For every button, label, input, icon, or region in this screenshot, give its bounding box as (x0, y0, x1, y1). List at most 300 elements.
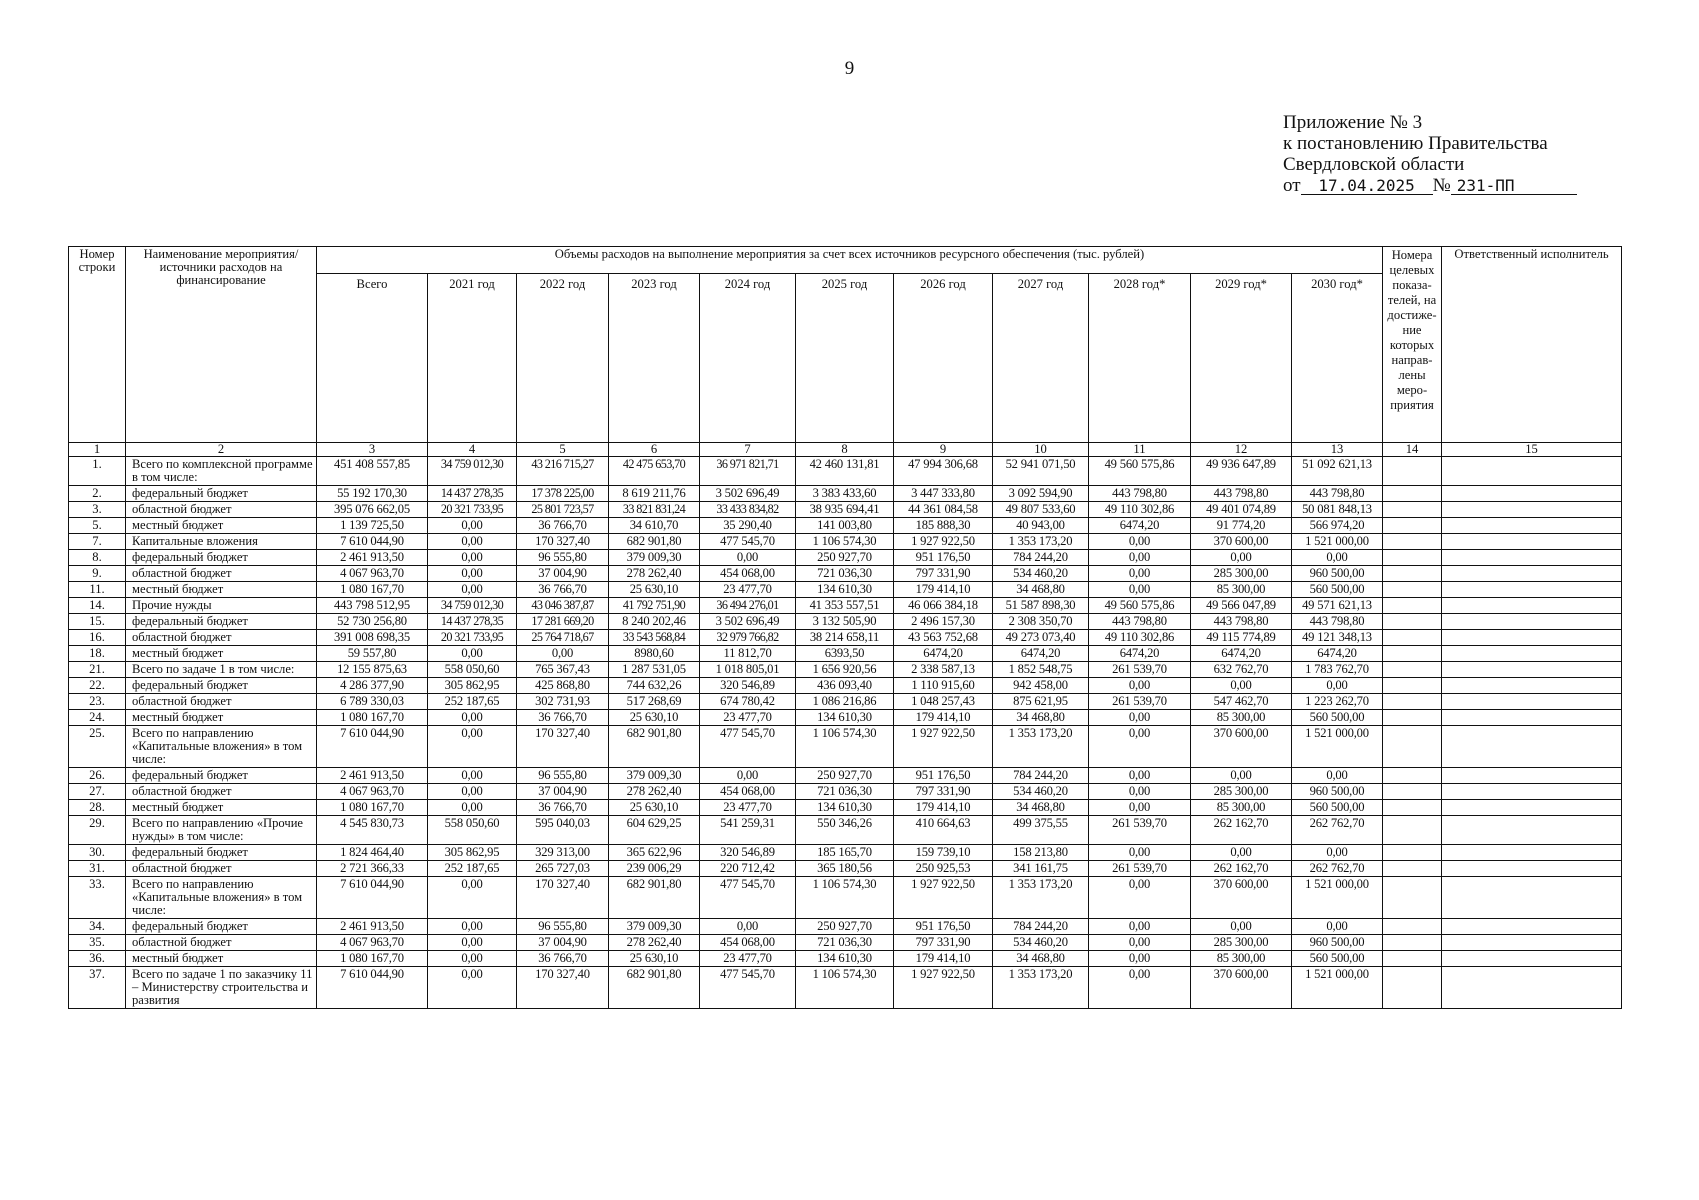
row-value: 49 560 575,86 (1089, 457, 1191, 486)
row-value: 560 500,00 (1292, 951, 1383, 967)
row-responsible (1442, 630, 1622, 646)
row-targets (1383, 784, 1442, 800)
row-value: 34 610,70 (609, 518, 700, 534)
table-row (69, 861, 1622, 877)
row-name: Прочие нужды (126, 598, 317, 614)
table-row (69, 694, 1622, 710)
row-value: 261 539,70 (1089, 861, 1191, 877)
row-value: 560 500,00 (1292, 582, 1383, 598)
row-value: 1 783 762,70 (1292, 662, 1383, 678)
row-value: 0,00 (428, 726, 517, 768)
row-responsible (1442, 662, 1622, 678)
row-value: 0,00 (1191, 768, 1292, 784)
row-value: 499 375,55 (993, 816, 1089, 845)
row-value: 534 460,20 (993, 566, 1089, 582)
row-value: 0,00 (1089, 919, 1191, 935)
row-targets (1383, 646, 1442, 662)
row-value: 682 901,80 (609, 877, 700, 919)
row-value: 477 545,70 (700, 534, 796, 550)
header-row-number: Номер строки (69, 247, 126, 443)
row-value: 365 622,96 (609, 845, 700, 861)
row-value: 262 762,70 (1292, 861, 1383, 877)
row-targets (1383, 678, 1442, 694)
table-row (69, 598, 1622, 614)
row-value: 541 259,31 (700, 816, 796, 845)
row-number: 3. (69, 502, 126, 518)
row-value: 7 610 044,90 (317, 877, 428, 919)
row-value: 370 600,00 (1191, 967, 1292, 1009)
row-number: 1. (69, 457, 126, 486)
row-value: 370 600,00 (1191, 726, 1292, 768)
row-value: 0,00 (1292, 845, 1383, 861)
row-value: 2 461 913,50 (317, 550, 428, 566)
row-value: 1 521 000,00 (1292, 877, 1383, 919)
row-value: 560 500,00 (1292, 800, 1383, 816)
row-value: 25 630,10 (609, 710, 700, 726)
row-name: местный бюджет (126, 951, 317, 967)
row-value: 721 036,30 (796, 784, 894, 800)
row-value: 34 468,80 (993, 710, 1089, 726)
row-name: областной бюджет (126, 784, 317, 800)
row-value: 278 262,40 (609, 784, 700, 800)
row-name: Всего по направлению «Капитальные вложения» в том числе: (126, 877, 317, 919)
row-value: 0,00 (1089, 845, 1191, 861)
row-value: 784 244,20 (993, 768, 1089, 784)
row-responsible (1442, 710, 1622, 726)
row-value: 134 610,30 (796, 951, 894, 967)
row-value: 1 139 725,50 (317, 518, 428, 534)
row-responsible (1442, 678, 1622, 694)
row-number: 24. (69, 710, 126, 726)
table-row (69, 518, 1622, 534)
row-targets (1383, 726, 1442, 768)
row-value: 91 774,20 (1191, 518, 1292, 534)
row-name: местный бюджет (126, 800, 317, 816)
row-value: 20 321 733,95 (428, 630, 517, 646)
row-value: 85 300,00 (1191, 710, 1292, 726)
row-value: 0,00 (428, 877, 517, 919)
row-value: 0,00 (1089, 784, 1191, 800)
row-value: 6474,20 (1089, 646, 1191, 662)
row-value: 8 240 202,46 (609, 614, 700, 630)
header-column-index: 1 (69, 443, 126, 457)
table-row (69, 726, 1622, 768)
header-year: 2028 год* (1089, 274, 1191, 443)
row-value: 942 458,00 (993, 678, 1089, 694)
row-value: 170 327,40 (517, 726, 609, 768)
row-value: 41 353 557,51 (796, 598, 894, 614)
row-value: 1 521 000,00 (1292, 534, 1383, 550)
row-value: 1 287 531,05 (609, 662, 700, 678)
row-value: 550 346,26 (796, 816, 894, 845)
row-value: 395 076 662,05 (317, 502, 428, 518)
header-year: 2022 год (517, 274, 609, 443)
row-value: 262 762,70 (1292, 816, 1383, 845)
row-value: 370 600,00 (1191, 534, 1292, 550)
row-value: 534 460,20 (993, 784, 1089, 800)
row-value: 185 888,30 (894, 518, 993, 534)
row-responsible (1442, 598, 1622, 614)
row-value: 784 244,20 (993, 550, 1089, 566)
row-value: 49 566 047,89 (1191, 598, 1292, 614)
row-value: 391 008 698,35 (317, 630, 428, 646)
row-value: 4 067 963,70 (317, 784, 428, 800)
row-value: 285 300,00 (1191, 935, 1292, 951)
row-value: 0,00 (1292, 678, 1383, 694)
row-name: областной бюджет (126, 694, 317, 710)
table-row (69, 967, 1622, 1009)
row-value: 278 262,40 (609, 566, 700, 582)
row-value: 875 621,95 (993, 694, 1089, 710)
row-value: 379 009,30 (609, 768, 700, 784)
row-value: 2 721 366,33 (317, 861, 428, 877)
row-responsible (1442, 967, 1622, 1009)
row-responsible (1442, 614, 1622, 630)
row-name: местный бюджет (126, 518, 317, 534)
row-name: Всего по задаче 1 в том числе: (126, 662, 317, 678)
row-value: 25 801 723,57 (517, 502, 609, 518)
row-value: 0,00 (428, 710, 517, 726)
header-responsible: Ответственный исполнитель (1442, 247, 1622, 443)
row-value: 3 132 505,90 (796, 614, 894, 630)
header-column-index: 9 (894, 443, 993, 457)
row-responsible (1442, 845, 1622, 861)
row-value: 49 936 647,89 (1191, 457, 1292, 486)
row-value: 0,00 (428, 967, 517, 1009)
row-number: 22. (69, 678, 126, 694)
table-row (69, 768, 1622, 784)
row-value: 1 048 257,43 (894, 694, 993, 710)
row-value: 250 927,70 (796, 919, 894, 935)
row-value: 285 300,00 (1191, 784, 1292, 800)
decree-number: 231-ПП (1451, 178, 1577, 195)
row-value: 454 068,00 (700, 566, 796, 582)
row-value: 477 545,70 (700, 877, 796, 919)
row-value: 0,00 (428, 951, 517, 967)
header-row-index (69, 443, 1622, 457)
row-value: 0,00 (1292, 919, 1383, 935)
appendix-date-line (1283, 175, 1577, 196)
row-name: областной бюджет (126, 861, 317, 877)
row-value: 170 327,40 (517, 967, 609, 1009)
row-value: 96 555,80 (517, 919, 609, 935)
row-name: Всего по направлению «Прочие нужды» в том числе: (126, 816, 317, 845)
row-value: 2 461 913,50 (317, 768, 428, 784)
row-value: 960 500,00 (1292, 566, 1383, 582)
row-value: 134 610,30 (796, 710, 894, 726)
row-value: 1 223 262,70 (1292, 694, 1383, 710)
page-number: 9 (844, 58, 855, 79)
header-column-index: 14 (1383, 443, 1442, 457)
row-value: 4 545 830,73 (317, 816, 428, 845)
row-value: 674 780,42 (700, 694, 796, 710)
row-value: 305 862,95 (428, 845, 517, 861)
row-value: 1 106 574,30 (796, 534, 894, 550)
row-value: 33 543 568,84 (609, 630, 700, 646)
row-value: 34 468,80 (993, 582, 1089, 598)
row-value: 797 331,90 (894, 784, 993, 800)
row-value: 49 807 533,60 (993, 502, 1089, 518)
row-value: 0,00 (1191, 678, 1292, 694)
row-number: 16. (69, 630, 126, 646)
row-value: 443 798,80 (1292, 486, 1383, 502)
row-value: 252 187,65 (428, 694, 517, 710)
row-value: 36 766,70 (517, 710, 609, 726)
table-body (69, 457, 1622, 1009)
row-value: 1 080 167,70 (317, 582, 428, 598)
row-value: 0,00 (1292, 550, 1383, 566)
header-column-index: 15 (1442, 443, 1622, 457)
row-value: 159 739,10 (894, 845, 993, 861)
row-value: 3 502 696,49 (700, 486, 796, 502)
table-row (69, 935, 1622, 951)
row-value: 134 610,30 (796, 800, 894, 816)
row-value: 185 165,70 (796, 845, 894, 861)
row-responsible (1442, 566, 1622, 582)
header-row-main (69, 247, 1622, 274)
row-value: 49 115 774,89 (1191, 630, 1292, 646)
row-value: 7 610 044,90 (317, 534, 428, 550)
row-value: 1 080 167,70 (317, 951, 428, 967)
row-value: 44 361 084,58 (894, 502, 993, 518)
appendix-region: Свердловской области (1283, 154, 1465, 175)
row-value: 7 610 044,90 (317, 967, 428, 1009)
row-value: 0,00 (1089, 768, 1191, 784)
row-value: 0,00 (1089, 951, 1191, 967)
row-value: 1 353 173,20 (993, 877, 1089, 919)
row-name: областной бюджет (126, 566, 317, 582)
row-targets (1383, 598, 1442, 614)
header-year: 2026 год (894, 274, 993, 443)
table-row (69, 951, 1622, 967)
row-value: 25 630,10 (609, 800, 700, 816)
row-value: 1 521 000,00 (1292, 726, 1383, 768)
row-value: 261 539,70 (1089, 662, 1191, 678)
table-row (69, 457, 1622, 486)
row-value: 1 106 574,30 (796, 726, 894, 768)
row-number: 36. (69, 951, 126, 967)
row-value: 566 974,20 (1292, 518, 1383, 534)
row-value: 960 500,00 (1292, 784, 1383, 800)
row-value: 951 176,50 (894, 919, 993, 935)
table-row (69, 550, 1622, 566)
row-value: 0,00 (428, 784, 517, 800)
row-number: 28. (69, 800, 126, 816)
row-value: 425 868,80 (517, 678, 609, 694)
row-number: 27. (69, 784, 126, 800)
row-number: 2. (69, 486, 126, 502)
row-value: 23 477,70 (700, 582, 796, 598)
row-value: 2 308 350,70 (993, 614, 1089, 630)
row-value: 239 006,29 (609, 861, 700, 877)
row-value: 36 766,70 (517, 800, 609, 816)
row-number: 34. (69, 919, 126, 935)
row-value: 2 338 587,13 (894, 662, 993, 678)
row-value: 2 461 913,50 (317, 919, 428, 935)
row-value: 179 414,10 (894, 582, 993, 598)
row-value: 220 712,42 (700, 861, 796, 877)
row-value: 36 494 276,01 (700, 598, 796, 614)
header-year: 2023 год (609, 274, 700, 443)
appendix-title: Приложение № 3 (1283, 112, 1423, 133)
row-value: 85 300,00 (1191, 582, 1292, 598)
row-value: 4 286 377,90 (317, 678, 428, 694)
row-value: 179 414,10 (894, 710, 993, 726)
row-value: 34 759 012,30 (428, 457, 517, 486)
row-value: 0,00 (1191, 550, 1292, 566)
date-prefix: от (1283, 175, 1301, 196)
row-value: 443 798,80 (1089, 486, 1191, 502)
row-number: 15. (69, 614, 126, 630)
row-value: 558 050,60 (428, 662, 517, 678)
row-targets (1383, 630, 1442, 646)
row-targets (1383, 457, 1442, 486)
header-year: 2024 год (700, 274, 796, 443)
table-row (69, 800, 1622, 816)
row-value: 23 477,70 (700, 951, 796, 967)
number-prefix: № (1432, 175, 1451, 196)
row-value: 6474,20 (894, 646, 993, 662)
row-value: 0,00 (428, 582, 517, 598)
row-value: 0,00 (1089, 710, 1191, 726)
row-name: федеральный бюджет (126, 919, 317, 935)
row-value: 0,00 (428, 518, 517, 534)
row-value: 517 268,69 (609, 694, 700, 710)
row-value: 17 378 225,00 (517, 486, 609, 502)
row-targets (1383, 800, 1442, 816)
row-responsible (1442, 800, 1622, 816)
row-value: 6474,20 (1292, 646, 1383, 662)
header-year: 2025 год (796, 274, 894, 443)
row-targets (1383, 816, 1442, 845)
row-value: 36 766,70 (517, 518, 609, 534)
row-value: 250 925,53 (894, 861, 993, 877)
row-value: 49 401 074,89 (1191, 502, 1292, 518)
header-column-index: 11 (1089, 443, 1191, 457)
row-value: 52 941 071,50 (993, 457, 1089, 486)
row-value: 51 092 621,13 (1292, 457, 1383, 486)
table-row (69, 845, 1622, 861)
row-value: 49 110 302,86 (1089, 502, 1191, 518)
row-targets (1383, 486, 1442, 502)
row-value: 329 313,00 (517, 845, 609, 861)
row-value: 36 971 821,71 (700, 457, 796, 486)
row-number: 29. (69, 816, 126, 845)
row-value: 36 766,70 (517, 582, 609, 598)
row-value: 59 557,80 (317, 646, 428, 662)
row-value: 11 812,70 (700, 646, 796, 662)
row-value: 0,00 (700, 768, 796, 784)
row-value: 85 300,00 (1191, 951, 1292, 967)
row-responsible (1442, 726, 1622, 768)
row-value: 477 545,70 (700, 726, 796, 768)
row-value: 1 110 915,60 (894, 678, 993, 694)
row-responsible (1442, 550, 1622, 566)
row-targets (1383, 861, 1442, 877)
row-value: 0,00 (1089, 726, 1191, 768)
row-value: 1 353 173,20 (993, 534, 1089, 550)
header-targets: Номера целевых показа-телей, на достиже-ние которых направ-лены меро-приятия (1383, 247, 1442, 443)
row-responsible (1442, 816, 1622, 845)
row-value: 1 824 464,40 (317, 845, 428, 861)
header-year: 2030 год* (1292, 274, 1383, 443)
row-value: 765 367,43 (517, 662, 609, 678)
row-name: федеральный бюджет (126, 614, 317, 630)
row-value: 8 619 211,76 (609, 486, 700, 502)
row-value: 436 093,40 (796, 678, 894, 694)
row-value: 179 414,10 (894, 800, 993, 816)
row-value: 682 901,80 (609, 726, 700, 768)
row-number: 21. (69, 662, 126, 678)
row-name: местный бюджет (126, 710, 317, 726)
row-number: 25. (69, 726, 126, 768)
row-value: 0,00 (1191, 919, 1292, 935)
row-value: 25 764 718,67 (517, 630, 609, 646)
row-value: 250 927,70 (796, 768, 894, 784)
row-responsible (1442, 534, 1622, 550)
header-column-index: 12 (1191, 443, 1292, 457)
row-number: 9. (69, 566, 126, 582)
row-value: 341 161,75 (993, 861, 1089, 877)
table-row (69, 877, 1622, 919)
header-column-index: 8 (796, 443, 894, 457)
row-value: 32 979 766,82 (700, 630, 796, 646)
row-number: 18. (69, 646, 126, 662)
table-row (69, 486, 1622, 502)
row-value: 0,00 (1292, 768, 1383, 784)
row-responsible (1442, 582, 1622, 598)
row-number: 30. (69, 845, 126, 861)
row-responsible (1442, 518, 1622, 534)
row-value: 0,00 (1089, 935, 1191, 951)
row-number: 8. (69, 550, 126, 566)
row-targets (1383, 694, 1442, 710)
row-name: Всего по направлению «Капитальные вложения» в том числе: (126, 726, 317, 768)
header-volumes: Объемы расходов на выполнение мероприятия за счет всех источников ресурсного обеспечения (тыс. рублей) (317, 247, 1383, 274)
row-value: 451 408 557,85 (317, 457, 428, 486)
row-value: 3 383 433,60 (796, 486, 894, 502)
row-value: 6474,20 (993, 646, 1089, 662)
table-row (69, 502, 1622, 518)
table-row (69, 646, 1622, 662)
row-targets (1383, 662, 1442, 678)
row-value: 43 046 387,87 (517, 598, 609, 614)
row-value: 36 766,70 (517, 951, 609, 967)
table-row (69, 630, 1622, 646)
row-value: 33 433 834,82 (700, 502, 796, 518)
row-value: 38 935 694,41 (796, 502, 894, 518)
row-value: 784 244,20 (993, 919, 1089, 935)
row-value: 37 004,90 (517, 935, 609, 951)
header-column-index: 4 (428, 443, 517, 457)
row-targets (1383, 518, 1442, 534)
row-value: 0,00 (1089, 582, 1191, 598)
row-value: 632 762,70 (1191, 662, 1292, 678)
row-value: 14 437 278,35 (428, 486, 517, 502)
table-row (69, 710, 1622, 726)
table-row (69, 614, 1622, 630)
table-row (69, 582, 1622, 598)
row-value: 3 502 696,49 (700, 614, 796, 630)
row-value: 34 468,80 (993, 951, 1089, 967)
row-value: 261 539,70 (1089, 694, 1191, 710)
row-responsible (1442, 935, 1622, 951)
row-responsible (1442, 951, 1622, 967)
row-value: 8980,60 (609, 646, 700, 662)
row-value: 49 121 348,13 (1292, 630, 1383, 646)
row-value: 320 546,89 (700, 678, 796, 694)
row-value: 0,00 (1089, 678, 1191, 694)
